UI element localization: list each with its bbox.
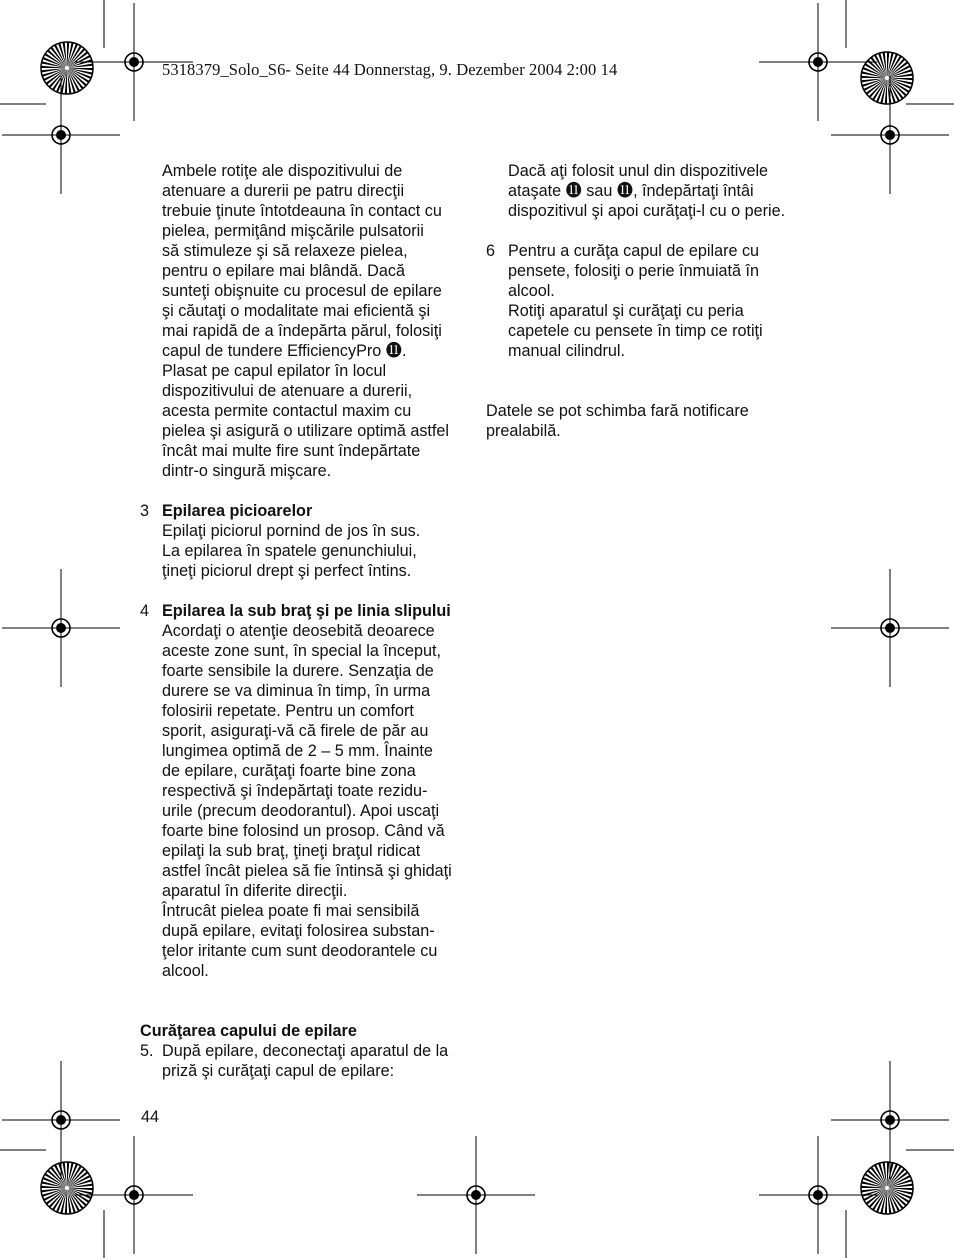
starburst-bottom-right: [861, 1162, 913, 1214]
starburst-top-right: [861, 52, 913, 104]
intro-paragraph: Ambele rotiţe ale dispozitivului de atenuare a durerii pe patru direcţii trebuie ţinute întotdeauna în contact cu pielea, permiţând mişcările pulsatorii să stimuleze şi să relaxeze pielea, pentru o epilare mai blândă. Dacă sunteţi obişnuite cu procesul de epilare şi căutaţi o modalitate mai eficientă şi mai rapidă de a îndepărta părul, folosiţi capul de tundere EfficiencyPro ⓫. Plasat pe capul epilator în locul dispozitivului de atenuare a durerii, acesta permite contactul maxim cu pielea şi asigură o utilizare optimă astfel încât mai multe fire sunt îndepărtate dintr-o singură mişcare.: [162, 162, 450, 480]
list-item: [140, 501, 480, 581]
continued-paragraph: Dacă aţi folosit unul din dispozitivele ataşate ⓫ sau ⓫, îndepărtaţi întâi dispozitivul şi apoi curăţaţi-l cu o perie.: [508, 162, 786, 220]
item-text: Acordaţi o atenţie deosebită deoarece aceste zone sunt, în special la început, foarte sensibile la durere. Senzaţia de durere se va diminua în timp, în urma folosirii repetate. Pentru un comfort sporit, asiguraţi-vă că firele de păr au lungimea optimă de 2 – 5 mm. Înainte de epilare, curăţaţi foarte bine zona respectivă şi îndepărtaţi toate rezidu- urile (precum deodorantul). Apoi uscaţi foarte bine folosind un prosop. Când vă epilaţi la sub braţ, ţineţi braţul ridicat astfel încât pielea să fie întinsă şi ghidaţi aparatul în diferite direcţii. Întrucât pielea poate fi mai sensibilă după epilare, evitaţi folosirea substan- ţelor iritante cum sunt deodorantele cu alcool.: [162, 622, 452, 980]
item-number: 4: [140, 602, 150, 620]
item-text: Pentru a curăţa capul de epilare cu pensete, folosiţi o perie înmuiată în alcool. Rotiţi aparatul şi curăţaţi cu peria capetele cu pensete în timp ce rotiţi manual cilindrul.: [508, 242, 763, 360]
print-imprint: 5318379_Solo_S6- Seite 44 Donnerstag, 9. Dezember 2004 2:00 14: [162, 60, 618, 79]
item-number: 5.: [140, 1042, 154, 1060]
item-number: 6: [486, 242, 496, 260]
list-item: [140, 1041, 480, 1081]
starburst-bottom-left: [41, 1162, 93, 1214]
starburst-top-left: [41, 42, 93, 94]
page-number: 44: [141, 1108, 160, 1126]
item-title: Epilarea picioarelor: [162, 502, 313, 520]
list-item: [486, 241, 826, 361]
section-heading: Curăţarea capului de epilare: [140, 1022, 357, 1040]
item-number: 3: [140, 502, 150, 520]
change-notice: Datele se pot schimba fară notificare prealabilă.: [486, 402, 749, 440]
item-title: Epilarea la sub braţ şi pe linia slipului: [162, 602, 451, 620]
left-column: [140, 161, 480, 1081]
list-item: [140, 601, 480, 981]
item-text: După epilare, deconectaţi aparatul de la priză şi curăţaţi capul de epilare:: [162, 1042, 449, 1080]
item-text: Epilaţi piciorul pornind de jos în sus. La epilarea în spatele genunchiului, ţineţi piciorul drept şi perfect întins.: [162, 522, 421, 580]
right-column: [486, 161, 826, 441]
